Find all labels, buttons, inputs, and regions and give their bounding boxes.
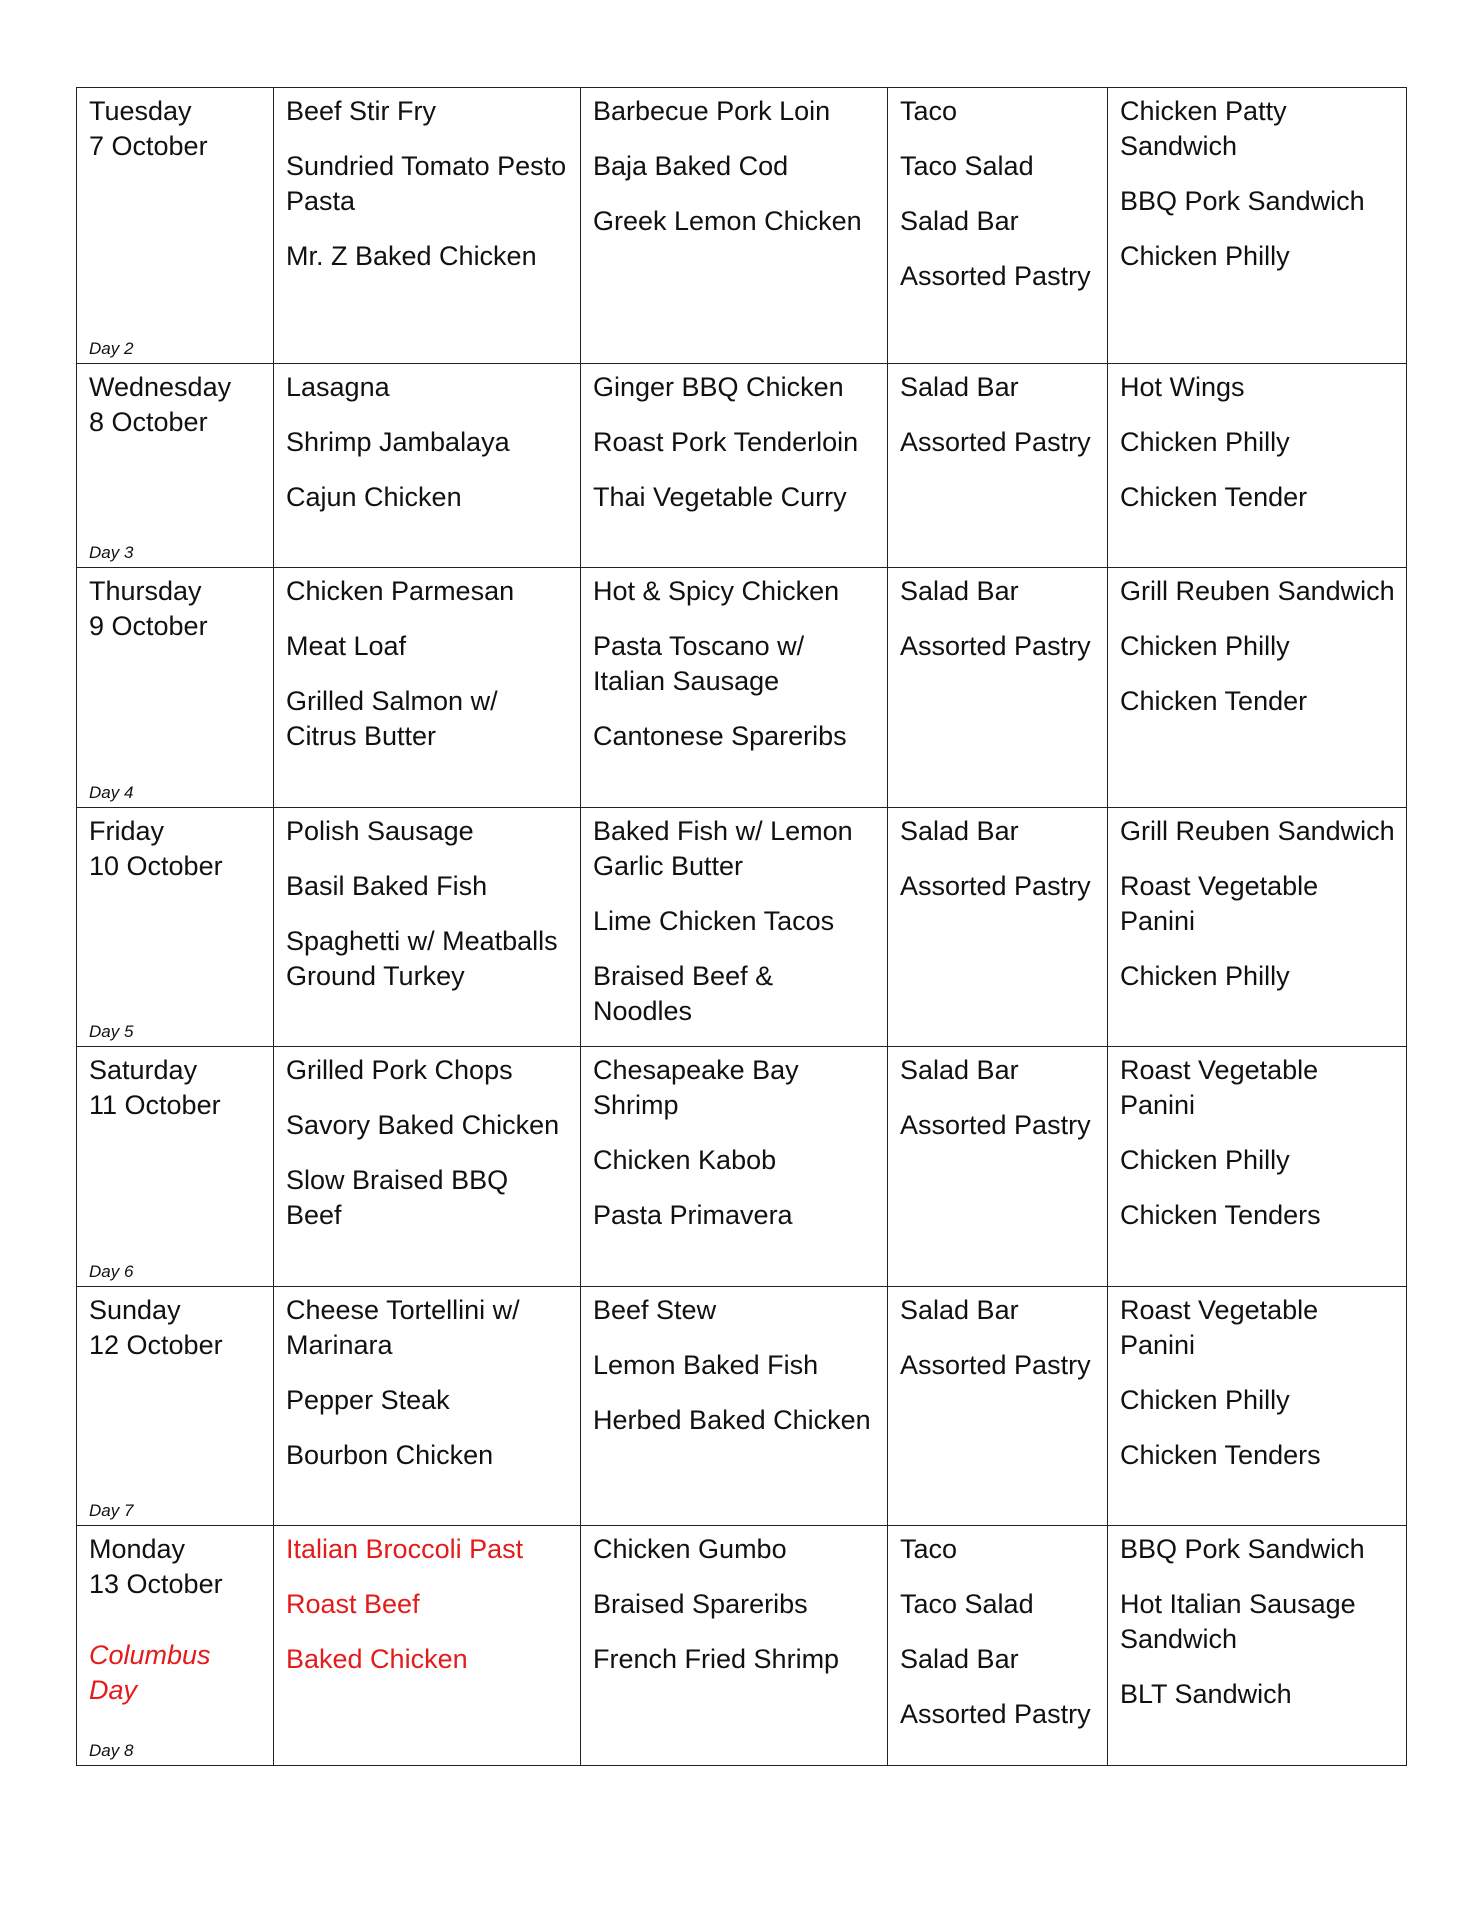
menu-cell bbox=[888, 1047, 1108, 1287]
menu-item: Basil Baked Fish bbox=[286, 871, 488, 901]
day-cell bbox=[77, 364, 274, 568]
menu-item: French Fried Shrimp bbox=[593, 1644, 840, 1674]
menu-cell bbox=[888, 568, 1108, 808]
day-row bbox=[77, 1287, 1407, 1526]
day-number: Day 5 bbox=[89, 1022, 134, 1041]
menu-item: Chicken Philly bbox=[1120, 1145, 1290, 1175]
day-row bbox=[77, 568, 1407, 808]
day-number: Day 3 bbox=[89, 543, 134, 562]
day-cell bbox=[77, 808, 274, 1047]
menu-item: BBQ Pork Sandwich bbox=[1120, 1534, 1365, 1564]
menu-item: Shrimp Jambalaya bbox=[286, 427, 510, 457]
day-row bbox=[77, 1047, 1407, 1287]
menu-cell bbox=[1108, 1287, 1407, 1526]
menu-cell bbox=[581, 808, 888, 1047]
menu-item: Hot Italian Sausage Sandwich bbox=[1120, 1589, 1356, 1654]
menu-item: Cantonese Spareribs bbox=[593, 721, 847, 751]
menu-item: Assorted Pastry bbox=[900, 427, 1091, 457]
day-name: Wednesday bbox=[89, 372, 232, 402]
menu-item: Roast Pork Tenderloin bbox=[593, 427, 859, 457]
day-number: Day 4 bbox=[89, 783, 134, 802]
menu-cell bbox=[274, 364, 581, 568]
holiday-label: Columbus Day bbox=[89, 1640, 211, 1705]
menu-item: Taco Salad bbox=[900, 1589, 1034, 1619]
menu-item: Sundried Tomato Pesto Pasta bbox=[286, 151, 567, 216]
menu-cell bbox=[581, 1047, 888, 1287]
menu-item: BLT Sandwich bbox=[1120, 1679, 1292, 1709]
menu-item: Salad Bar bbox=[900, 372, 1019, 402]
menu-item: Beef Stew bbox=[593, 1295, 717, 1325]
menu-item: Roast Vegetable Panini bbox=[1120, 1055, 1319, 1120]
menu-cell bbox=[888, 88, 1108, 364]
menu-item: Cheese Tortellini w/ Marinara bbox=[286, 1295, 520, 1360]
menu-item: Meat Loaf bbox=[286, 631, 407, 661]
day-date: 10 October bbox=[89, 851, 223, 881]
menu-cell bbox=[1108, 1526, 1407, 1766]
menu-item: Grill Reuben Sandwich bbox=[1120, 576, 1395, 606]
menu-item: Barbecue Pork Loin bbox=[593, 96, 831, 126]
menu-item: Chicken Philly bbox=[1120, 427, 1290, 457]
menu-cell bbox=[581, 1526, 888, 1766]
menu-item: Chesapeake Bay Shrimp bbox=[593, 1055, 799, 1120]
menu-item: Ginger BBQ Chicken bbox=[593, 372, 844, 402]
menu-item: Chicken Philly bbox=[1120, 631, 1290, 661]
menu-body bbox=[77, 88, 1407, 1766]
menu-item: Chicken Tender bbox=[1120, 686, 1308, 716]
menu-item: Assorted Pastry bbox=[900, 1350, 1091, 1380]
menu-item: Pasta Toscano w/ Italian Sausage bbox=[593, 631, 805, 696]
menu-item: Salad Bar bbox=[900, 206, 1019, 236]
menu-item: Hot & Spicy Chicken bbox=[593, 576, 840, 606]
menu-item: Hot Wings bbox=[1120, 372, 1245, 402]
menu-cell bbox=[581, 88, 888, 364]
day-date: 11 October bbox=[89, 1090, 221, 1120]
menu-item: Cajun Chicken bbox=[286, 482, 462, 512]
menu-item: Chicken Philly bbox=[1120, 1385, 1290, 1415]
day-name: Saturday bbox=[89, 1055, 198, 1085]
menu-item: Lasagna bbox=[286, 372, 390, 402]
menu-item: Taco bbox=[900, 96, 958, 126]
menu-item: Chicken Parmesan bbox=[286, 576, 515, 606]
day-cell bbox=[77, 1047, 274, 1287]
menu-cell bbox=[1108, 88, 1407, 364]
menu-cell bbox=[274, 568, 581, 808]
menu-item: Slow Braised BBQ Beef bbox=[286, 1165, 509, 1230]
menu-item: Baked Fish w/ Lemon Garlic Butter bbox=[593, 816, 853, 881]
day-cell bbox=[77, 1287, 274, 1526]
menu-cell bbox=[274, 88, 581, 364]
menu-item: Mr. Z Baked Chicken bbox=[286, 241, 537, 271]
menu-item: Assorted Pastry bbox=[900, 631, 1091, 661]
menu-item: Roast Beef bbox=[286, 1589, 420, 1619]
menu-cell bbox=[274, 1047, 581, 1287]
menu-item: Beef Stir Fry bbox=[286, 96, 437, 126]
day-number: Day 7 bbox=[89, 1501, 134, 1520]
menu-item: Roast Vegetable Panini bbox=[1120, 871, 1319, 936]
menu-item: Roast Vegetable Panini bbox=[1120, 1295, 1319, 1360]
menu-item: Chicken Tenders bbox=[1120, 1440, 1321, 1470]
menu-cell bbox=[274, 1287, 581, 1526]
menu-item: Braised Spareribs bbox=[593, 1589, 808, 1619]
day-row bbox=[77, 364, 1407, 568]
day-number: Day 2 bbox=[89, 339, 134, 358]
menu-item: Herbed Baked Chicken bbox=[593, 1405, 871, 1435]
day-date: 7 October bbox=[89, 131, 208, 161]
day-name: Thursday bbox=[89, 576, 202, 606]
menu-item: Chicken Philly bbox=[1120, 241, 1290, 271]
day-date: 12 October bbox=[89, 1330, 223, 1360]
menu-cell bbox=[274, 808, 581, 1047]
day-date: 9 October bbox=[89, 611, 208, 641]
menu-item: Baked Chicken bbox=[286, 1644, 468, 1674]
menu-cell bbox=[274, 1526, 581, 1766]
menu-item: Taco Salad bbox=[900, 151, 1034, 181]
day-row bbox=[77, 808, 1407, 1047]
menu-item: Chicken Gumbo bbox=[593, 1534, 787, 1564]
menu-cell bbox=[1108, 808, 1407, 1047]
menu-cell bbox=[1108, 568, 1407, 808]
menu-item: Salad Bar bbox=[900, 1055, 1019, 1085]
menu-cell bbox=[888, 364, 1108, 568]
day-number: Day 8 bbox=[89, 1741, 134, 1760]
menu-cell bbox=[1108, 364, 1407, 568]
menu-item: Assorted Pastry bbox=[900, 1699, 1091, 1729]
menu-cell bbox=[581, 1287, 888, 1526]
menu-cell bbox=[888, 1287, 1108, 1526]
day-date: 13 October bbox=[89, 1569, 223, 1599]
menu-item: Spaghetti w/ Meatballs Ground Turkey bbox=[286, 926, 558, 991]
menu-item: Salad Bar bbox=[900, 576, 1019, 606]
menu-item: Chicken Kabob bbox=[593, 1145, 777, 1175]
menu-item: Bourbon Chicken bbox=[286, 1440, 494, 1470]
menu-item: Chicken Patty Sandwich bbox=[1120, 96, 1287, 161]
day-cell bbox=[77, 1526, 274, 1766]
day-cell bbox=[77, 88, 274, 364]
menu-item: Italian Broccoli Past bbox=[286, 1534, 524, 1564]
menu-item: Lime Chicken Tacos bbox=[593, 906, 835, 936]
menu-cell bbox=[581, 568, 888, 808]
menu-item: Braised Beef & Noodles bbox=[593, 961, 774, 1026]
menu-item: BBQ Pork Sandwich bbox=[1120, 186, 1365, 216]
menu-cell bbox=[581, 364, 888, 568]
menu-item: Savory Baked Chicken bbox=[286, 1110, 560, 1140]
menu-item: Lemon Baked Fish bbox=[593, 1350, 819, 1380]
day-row bbox=[77, 1526, 1407, 1766]
menu-item: Chicken Tenders bbox=[1120, 1200, 1321, 1230]
menu-item: Baja Baked Cod bbox=[593, 151, 789, 181]
menu-cell bbox=[1108, 1047, 1407, 1287]
day-cell bbox=[77, 568, 274, 808]
day-name: Sunday bbox=[89, 1295, 181, 1325]
menu-table bbox=[76, 87, 1407, 1766]
menu-item: Salad Bar bbox=[900, 1644, 1019, 1674]
menu-item: Salad Bar bbox=[900, 1295, 1019, 1325]
menu-item: Grilled Pork Chops bbox=[286, 1055, 513, 1085]
day-name: Friday bbox=[89, 816, 165, 846]
menu-item: Assorted Pastry bbox=[900, 261, 1091, 291]
menu-item: Taco bbox=[900, 1534, 958, 1564]
menu-item: Chicken Philly bbox=[1120, 961, 1290, 991]
menu-item: Pasta Primavera bbox=[593, 1200, 793, 1230]
day-name: Monday bbox=[89, 1534, 186, 1564]
menu-item: Grill Reuben Sandwich bbox=[1120, 816, 1395, 846]
day-number: Day 6 bbox=[89, 1262, 134, 1281]
menu-item: Salad Bar bbox=[900, 816, 1019, 846]
menu-cell bbox=[888, 1526, 1108, 1766]
menu-item: Assorted Pastry bbox=[900, 871, 1091, 901]
menu-item: Grilled Salmon w/ Citrus Butter bbox=[286, 686, 498, 751]
menu-item: Pepper Steak bbox=[286, 1385, 450, 1415]
day-name: Tuesday bbox=[89, 96, 192, 126]
menu-item: Polish Sausage bbox=[286, 816, 474, 846]
menu-item: Thai Vegetable Curry bbox=[593, 482, 847, 512]
day-row bbox=[77, 88, 1407, 364]
menu-cell bbox=[888, 808, 1108, 1047]
menu-item: Assorted Pastry bbox=[900, 1110, 1091, 1140]
menu-item: Greek Lemon Chicken bbox=[593, 206, 862, 236]
menu-item: Chicken Tender bbox=[1120, 482, 1308, 512]
day-date: 8 October bbox=[89, 407, 208, 437]
